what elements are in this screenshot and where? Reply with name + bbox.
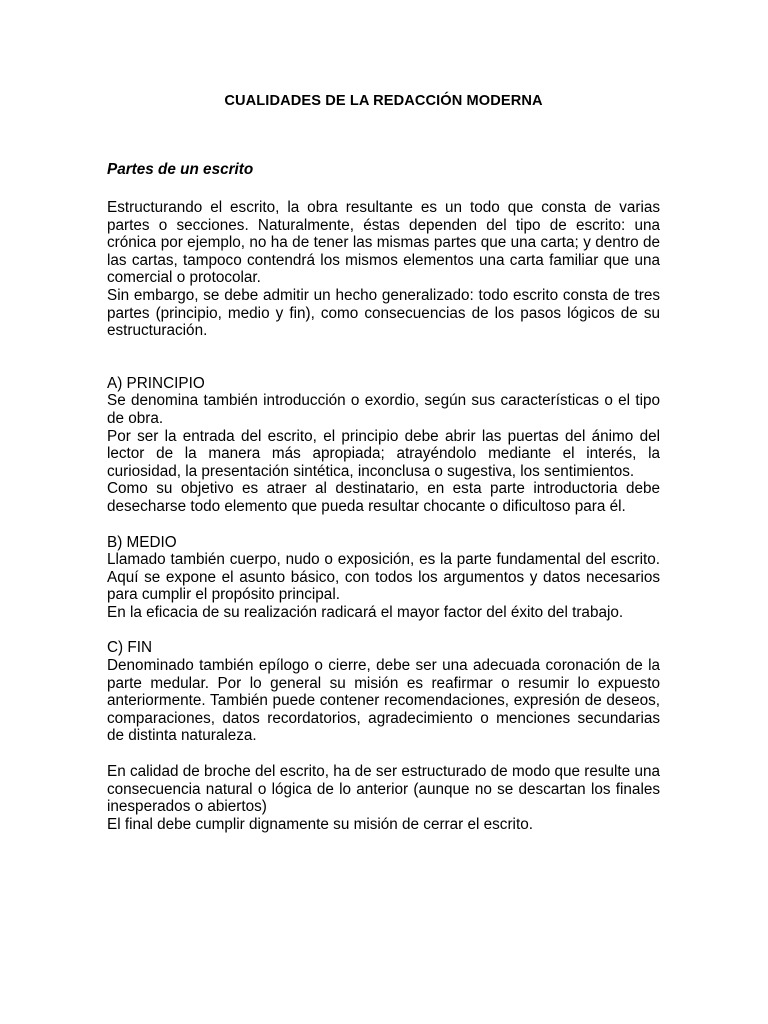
section-paragraph: Llamado también cuerpo, nudo o exposición, es la parte fundamental del escrito. Aquí se expone el asunto básico, con todos los argumentos y datos necesarios para cumplir el propósito principal.	[107, 551, 660, 604]
section-principio	[107, 375, 660, 516]
document-title: CUALIDADES DE LA REDACCIÓN MODERNA	[224, 93, 543, 109]
section-heading: A) PRINCIPIO	[107, 374, 205, 392]
section-paragraph: Por ser la entrada del escrito, el principio debe abrir las puertas del ánimo del lector de la manera más apropiada; atrayéndolo mediante el interés, la curiosidad, la presentación sintética, inconclusa o sugestiva, los sentimientos.	[107, 427, 660, 480]
intro-paragraph: Estructurando el escrito, la obra resultante es un todo que consta de varias partes o secciones. Naturalmente, éstas dependen del tipo de escrito: una crónica por ejemplo, no ha de tener las mismas partes que una carta; y dentro de las cartas, tampoco contendrá los mismos elementos una carta familiar que una comercial o protocolar.	[107, 199, 660, 287]
intro-paragraph: Sin embargo, se debe admitir un hecho generalizado: todo escrito consta de tres partes (principio, medio y fin), como consecuencias de los pasos lógicos de su estructuración.	[107, 286, 660, 340]
section-heading: B) MEDIO	[107, 533, 177, 551]
section-heading: C) FIN	[107, 639, 153, 657]
section-paragraph: Como su objetivo es atraer al destinatario, en esta parte introductoria debe desecharse todo elemento que pueda resultar chocante o dificultoso para él.	[107, 480, 660, 515]
section-subtitle: Partes de un escrito	[107, 161, 254, 178]
document-body	[107, 92, 660, 833]
section-paragraph: Denominado también epílogo o cierre, debe ser una adecuada coronación de la parte medular. Por lo general su misión es reafirmar o resumir lo expuesto anteriormente. También puede contener recomendaciones, expresión de deseos, comparaciones, datos recordatorios, agradecimiento o menciones secundarias de distinta naturaleza.	[107, 657, 660, 745]
section-paragraph: En la eficacia de su realización radicará el mayor factor del éxito del trabajo.	[107, 603, 624, 621]
intro-block	[107, 199, 660, 340]
closing-paragraph: En calidad de broche del escrito, ha de ser estructurado de modo que resulte una consecuencia natural o lógica de lo anterior (aunque no se descartan los finales inesperados o abiertos)	[107, 763, 660, 816]
section-paragraph: Se denomina también introducción o exordio, según sus características o el tipo de obra.	[107, 392, 660, 427]
section-fin	[107, 639, 660, 745]
closing-block	[107, 763, 660, 833]
closing-paragraph: El final debe cumplir dignamente su misión de cerrar el escrito.	[107, 815, 533, 833]
section-medio	[107, 534, 660, 622]
